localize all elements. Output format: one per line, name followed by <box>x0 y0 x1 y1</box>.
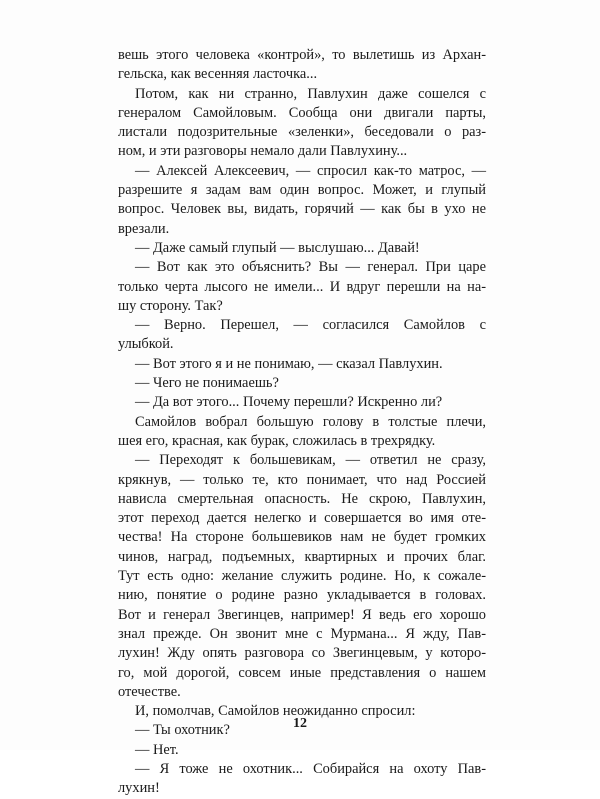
text-line: улыбкой. <box>118 336 174 353</box>
page-number: 12 <box>293 716 307 731</box>
text-line: только черта лысого не имели... И вдруг перешли на на- <box>118 278 486 295</box>
text-line: Вот и генерал Звегинцев, например! Я ведь его хорошо <box>118 606 486 623</box>
text-line: — Ты охотник? <box>135 722 230 739</box>
text-line: Потом, как ни странно, Павлухин даже сошелся с <box>135 85 486 102</box>
body-text <box>118 46 486 799</box>
text-line: — Алексей Алексеевич, — спросил как-то матрос, — <box>135 162 486 179</box>
text-line: шея его, красная, как бурак, сложилась в трехрядку. <box>118 432 436 449</box>
text-line: ном, и эти разговоры немало дали Павлухину... <box>118 143 408 160</box>
text-line: чества! На стороне большевиков нам не будет громких <box>118 529 486 546</box>
text-line: го, мой дорогой, совсем иные представления о нашем <box>118 664 486 681</box>
text-line: — Чего не понимаешь? <box>135 375 279 392</box>
text-line: гельска, как весенняя ласточка... <box>118 66 318 83</box>
text-line: — Я тоже не охотник... Собирайся на охоту Пав- <box>135 760 486 777</box>
text-line: — Даже самый глупый — выслушаю... Давай! <box>135 239 420 256</box>
text-line: шу сторону. Так? <box>118 297 223 314</box>
text-line: разрешите я задам вам один вопрос. Может, и глупый <box>118 182 486 199</box>
text-line: нависла смертельная опасность. Не скрою, Павлухин, <box>118 490 486 507</box>
text-line: — Да вот этого... Почему перешли? Искренно ли? <box>135 394 443 411</box>
text-line: — Нет. <box>135 741 179 758</box>
text-line: лухин! <box>118 780 160 797</box>
text-line: Самойлов вобрал большую голову в толстые плечи, <box>135 413 486 430</box>
text-line: чинов, наград, подъемных, квартирных и прочих благ. <box>118 548 486 565</box>
text-line: вешь этого человека «контрой», то вылетишь из Архан- <box>118 47 486 63</box>
text-line: — Переходят к большевикам, — ответил не сразу, <box>135 452 486 469</box>
text-line: — Вот этого я и не понимаю, — сказал Павлухин. <box>135 355 443 372</box>
text-line: листали подозрительные «зеленки», беседовали о раз- <box>118 124 486 141</box>
text-line: вопрос. Человек вы, видать, горячий — как бы в ухо не <box>118 201 486 218</box>
text-line: этот переход дается нелегко и совершается во имя оте- <box>118 510 486 527</box>
text-line: Тут есть одно: желание служить родине. Но, к сожале- <box>118 568 486 585</box>
text-line: нию, понятие о родине разно укладывается в головах. <box>118 587 486 604</box>
text-line: — Верно. Перешел, — согласился Самойлов с <box>135 317 486 334</box>
text-line: врезали. <box>118 220 170 237</box>
text-line: отечестве. <box>118 683 181 700</box>
text-line: — Вот как это объяснить? Вы — генерал. При царе <box>135 259 486 276</box>
text-line: знал прежде. Он звонит мне с Мурмана... Я жду, Пав- <box>118 625 486 642</box>
text-line: крякнув, — только те, кто понимает, что над Россией <box>118 471 486 488</box>
text-line: И, помолчав, Самойлов неожиданно спросил: <box>135 703 416 720</box>
text-line: генералом Самойловым. Сообща они двигали парты, <box>118 104 486 121</box>
text-line: лухин! Жду опять разговора со Звегинцевым, у которо- <box>118 645 486 662</box>
